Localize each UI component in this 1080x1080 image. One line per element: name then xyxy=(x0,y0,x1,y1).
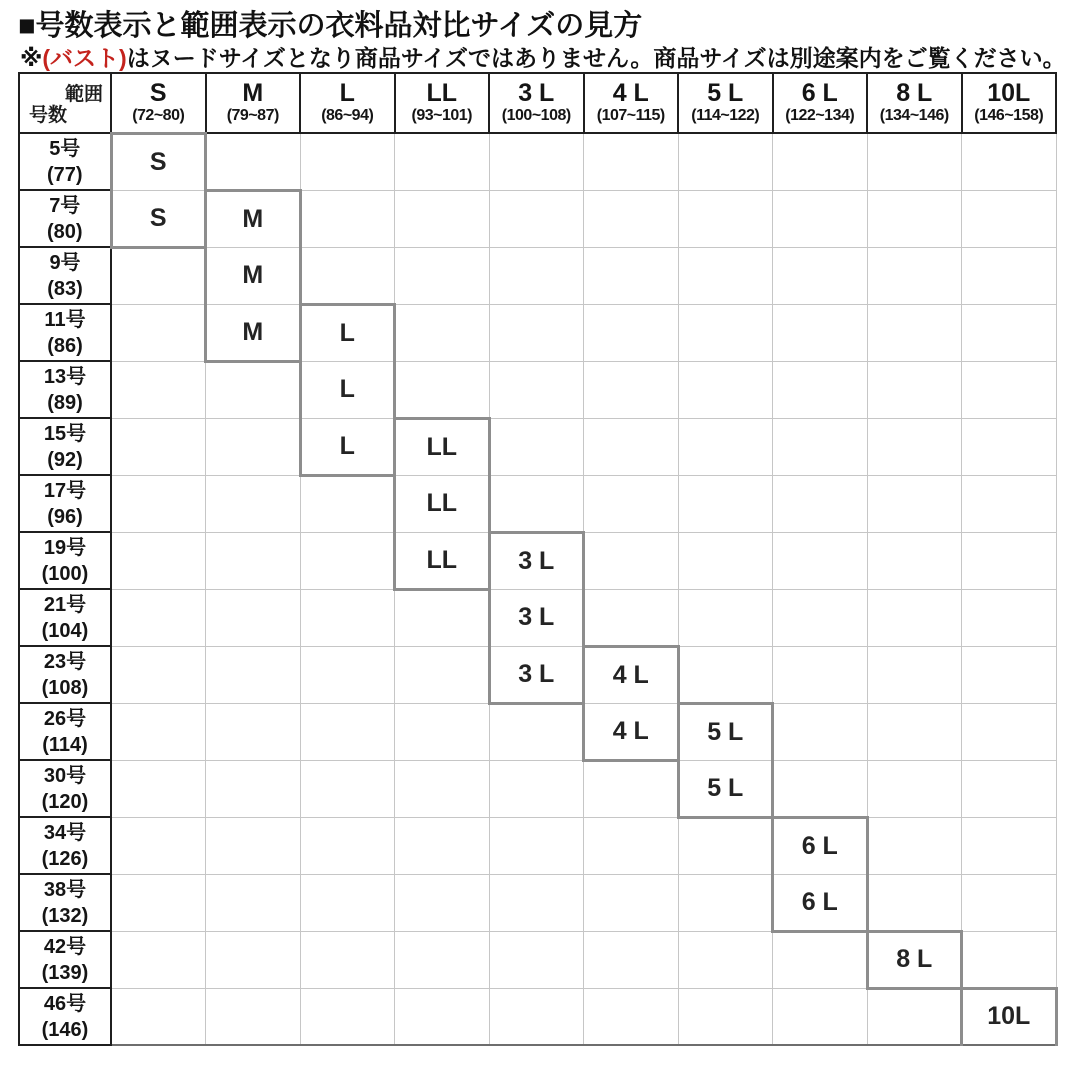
empty-cell xyxy=(584,361,679,418)
column-header-ll xyxy=(395,73,490,133)
empty-cell xyxy=(111,988,206,1045)
page-title: ■号数表示と範囲表示の衣料品対比サイズの見方 xyxy=(18,10,643,42)
empty-cell xyxy=(300,874,395,931)
row-header xyxy=(19,703,111,760)
empty-cell xyxy=(395,817,490,874)
empty-cell xyxy=(300,247,395,304)
empty-cell xyxy=(867,532,962,589)
empty-cell xyxy=(111,931,206,988)
row-bust-value: (108) xyxy=(41,676,89,699)
size-cell: 6 L xyxy=(773,817,868,874)
empty-cell xyxy=(111,418,206,475)
row-header xyxy=(19,646,111,703)
size-cell: 8 L xyxy=(867,931,962,988)
empty-cell xyxy=(584,418,679,475)
empty-cell xyxy=(489,988,584,1045)
empty-cell xyxy=(962,874,1057,931)
row-gosu-label: 5号 xyxy=(49,137,81,160)
row-gosu-label: 23号 xyxy=(43,650,87,673)
empty-cell xyxy=(489,361,584,418)
row-header xyxy=(19,190,111,247)
note-text: はヌードサイズとなり商品サイズではありません。商品サイズは別途案内をご覧ください。 xyxy=(126,45,1066,71)
row-gosu-label: 21号 xyxy=(43,593,87,616)
table-row xyxy=(19,247,1056,304)
row-gosu-label: 15号 xyxy=(43,422,87,445)
size-cell: L xyxy=(300,418,395,475)
table-row xyxy=(19,988,1056,1045)
column-size-label: 10L xyxy=(987,78,1031,107)
size-cell: M xyxy=(206,190,301,247)
empty-cell xyxy=(111,304,206,361)
table-row xyxy=(19,874,1056,931)
corner-cell xyxy=(19,73,111,133)
row-gosu-label: 7号 xyxy=(49,194,81,217)
column-size-label: M xyxy=(242,78,264,107)
row-gosu-label: 13号 xyxy=(43,365,87,388)
empty-cell xyxy=(300,817,395,874)
empty-cell xyxy=(962,418,1057,475)
size-cell: S xyxy=(111,190,206,247)
empty-cell xyxy=(962,304,1057,361)
empty-cell xyxy=(206,988,301,1045)
empty-cell xyxy=(206,418,301,475)
row-header xyxy=(19,874,111,931)
empty-cell xyxy=(584,760,679,817)
empty-cell xyxy=(773,760,868,817)
row-bust-value: (126) xyxy=(41,847,89,870)
empty-cell xyxy=(300,703,395,760)
empty-cell xyxy=(678,247,773,304)
size-cell: LL xyxy=(395,418,490,475)
empty-cell xyxy=(395,361,490,418)
empty-cell xyxy=(300,589,395,646)
column-bust-range: (134~146) xyxy=(879,107,949,125)
row-gosu-label: 46号 xyxy=(43,992,87,1015)
size-cell: 4 L xyxy=(584,646,679,703)
note-bust-highlight: (バスト) xyxy=(42,45,127,71)
empty-cell xyxy=(678,304,773,361)
empty-cell xyxy=(584,532,679,589)
empty-cell xyxy=(678,589,773,646)
empty-cell xyxy=(300,532,395,589)
empty-cell xyxy=(206,817,301,874)
row-bust-value: (86) xyxy=(47,334,83,357)
empty-cell xyxy=(489,817,584,874)
empty-cell xyxy=(773,133,868,190)
empty-cell xyxy=(773,418,868,475)
row-header xyxy=(19,988,111,1045)
corner-gosu-label: 号数 xyxy=(29,105,68,126)
empty-cell xyxy=(111,817,206,874)
row-bust-value: (100) xyxy=(41,562,89,585)
empty-cell xyxy=(867,304,962,361)
column-header-l xyxy=(300,73,395,133)
note-prefix: ※ xyxy=(20,45,43,71)
row-gosu-label: 42号 xyxy=(43,935,87,958)
empty-cell xyxy=(489,760,584,817)
empty-cell xyxy=(867,247,962,304)
table-row xyxy=(19,646,1056,703)
column-bust-range: (100~108) xyxy=(501,107,571,125)
empty-cell xyxy=(206,361,301,418)
empty-cell xyxy=(489,418,584,475)
column-bust-range: (72~80) xyxy=(132,106,185,124)
size-cell: LL xyxy=(395,532,490,589)
empty-cell xyxy=(489,475,584,532)
row-header xyxy=(19,760,111,817)
empty-cell xyxy=(678,532,773,589)
empty-cell xyxy=(111,760,206,817)
table-row xyxy=(19,532,1056,589)
empty-cell xyxy=(962,361,1057,418)
row-header xyxy=(19,475,111,532)
empty-cell xyxy=(867,760,962,817)
empty-cell xyxy=(395,703,490,760)
size-cell: M xyxy=(206,304,301,361)
empty-cell xyxy=(395,589,490,646)
empty-cell xyxy=(678,190,773,247)
size-cell: LL xyxy=(395,475,490,532)
row-header xyxy=(19,532,111,589)
row-gosu-label: 38号 xyxy=(43,878,87,901)
column-size-label: 3 L xyxy=(518,78,555,107)
empty-cell xyxy=(867,874,962,931)
column-bust-range: (114~122) xyxy=(691,107,760,125)
empty-cell xyxy=(962,475,1057,532)
column-header-5l xyxy=(678,73,773,133)
size-comparison-table xyxy=(18,72,1058,1046)
table-row xyxy=(19,703,1056,760)
empty-cell xyxy=(773,304,868,361)
empty-cell xyxy=(395,304,490,361)
empty-cell xyxy=(206,931,301,988)
empty-cell xyxy=(584,304,679,361)
table-row xyxy=(19,418,1056,475)
row-gosu-label: 26号 xyxy=(43,707,87,730)
empty-cell xyxy=(867,703,962,760)
empty-cell xyxy=(678,817,773,874)
empty-cell xyxy=(773,646,868,703)
empty-cell xyxy=(395,190,490,247)
empty-cell xyxy=(773,247,868,304)
table-body xyxy=(19,133,1056,1045)
row-bust-value: (139) xyxy=(41,961,89,984)
empty-cell xyxy=(584,817,679,874)
row-bust-value: (104) xyxy=(41,619,89,642)
row-gosu-label: 30号 xyxy=(43,764,87,787)
column-bust-range: (86~94) xyxy=(321,107,374,125)
empty-cell xyxy=(962,589,1057,646)
table-row xyxy=(19,133,1056,190)
empty-cell xyxy=(111,646,206,703)
empty-cell xyxy=(300,931,395,988)
empty-cell xyxy=(678,133,773,190)
size-cell: S xyxy=(111,133,206,190)
empty-cell xyxy=(678,418,773,475)
row-bust-value: (132) xyxy=(41,904,89,927)
row-bust-value: (77) xyxy=(46,163,83,186)
empty-cell xyxy=(867,646,962,703)
column-size-label: 8 L xyxy=(896,78,933,107)
empty-cell xyxy=(300,190,395,247)
column-header-3l xyxy=(489,73,584,133)
table-row xyxy=(19,817,1056,874)
empty-cell xyxy=(773,190,868,247)
column-size-label: S xyxy=(149,78,167,107)
empty-cell xyxy=(111,589,206,646)
empty-cell xyxy=(395,760,490,817)
column-bust-range: (122~134) xyxy=(785,107,855,125)
table-row xyxy=(19,475,1056,532)
table-row xyxy=(19,760,1056,817)
header-row xyxy=(19,73,1056,133)
empty-cell xyxy=(773,703,868,760)
column-header-10l xyxy=(962,73,1057,133)
empty-cell xyxy=(584,133,679,190)
row-gosu-label: 17号 xyxy=(43,479,87,502)
size-cell: M xyxy=(206,247,301,304)
empty-cell xyxy=(867,133,962,190)
empty-cell xyxy=(206,760,301,817)
row-header xyxy=(19,931,111,988)
empty-cell xyxy=(773,475,868,532)
table-row xyxy=(19,589,1056,646)
row-bust-value: (89) xyxy=(47,391,83,414)
empty-cell xyxy=(867,988,962,1045)
empty-cell xyxy=(584,988,679,1045)
empty-cell xyxy=(206,589,301,646)
row-header xyxy=(19,361,111,418)
row-bust-value: (120) xyxy=(41,790,89,813)
empty-cell xyxy=(300,988,395,1045)
size-cell: 3 L xyxy=(489,589,584,646)
empty-cell xyxy=(111,475,206,532)
empty-cell xyxy=(395,247,490,304)
empty-cell xyxy=(300,646,395,703)
empty-cell xyxy=(395,931,490,988)
empty-cell xyxy=(489,190,584,247)
corner-range-label: 範囲 xyxy=(64,84,103,105)
empty-cell xyxy=(678,931,773,988)
empty-cell xyxy=(584,190,679,247)
empty-cell xyxy=(489,247,584,304)
empty-cell xyxy=(584,874,679,931)
empty-cell xyxy=(962,703,1057,760)
row-header xyxy=(19,247,111,304)
row-header xyxy=(19,817,111,874)
empty-cell xyxy=(489,133,584,190)
table-row xyxy=(19,190,1056,247)
column-size-label: 4 L xyxy=(612,78,649,107)
empty-cell xyxy=(206,874,301,931)
empty-cell xyxy=(206,475,301,532)
empty-cell xyxy=(206,646,301,703)
empty-cell xyxy=(962,532,1057,589)
empty-cell xyxy=(395,874,490,931)
empty-cell xyxy=(395,133,490,190)
empty-cell xyxy=(111,532,206,589)
table-row xyxy=(19,304,1056,361)
empty-cell xyxy=(584,475,679,532)
column-size-label: 6 L xyxy=(801,78,838,107)
column-header-m xyxy=(206,73,301,133)
row-bust-value: (92) xyxy=(47,448,83,471)
column-size-label: LL xyxy=(426,78,458,107)
empty-cell xyxy=(489,874,584,931)
size-cell: 3 L xyxy=(489,646,584,703)
empty-cell xyxy=(962,817,1057,874)
row-header xyxy=(19,304,111,361)
empty-cell xyxy=(962,760,1057,817)
bust-note xyxy=(20,40,1066,73)
empty-cell xyxy=(962,190,1057,247)
empty-cell xyxy=(962,931,1057,988)
empty-cell xyxy=(678,361,773,418)
empty-cell xyxy=(867,190,962,247)
empty-cell xyxy=(867,589,962,646)
column-header-8l xyxy=(867,73,962,133)
column-bust-range: (93~101) xyxy=(411,107,472,125)
empty-cell xyxy=(395,646,490,703)
empty-cell xyxy=(773,361,868,418)
column-header-4l xyxy=(584,73,679,133)
column-header-s xyxy=(111,73,206,133)
size-cell: 4 L xyxy=(584,703,679,760)
empty-cell xyxy=(489,304,584,361)
size-cell: 5 L xyxy=(678,703,773,760)
empty-cell xyxy=(395,988,490,1045)
empty-cell xyxy=(773,589,868,646)
empty-cell xyxy=(678,988,773,1045)
column-header-6l xyxy=(773,73,868,133)
empty-cell xyxy=(206,703,301,760)
size-cell: 6 L xyxy=(773,874,868,931)
size-cell: L xyxy=(300,361,395,418)
row-gosu-label: 34号 xyxy=(43,821,87,844)
row-bust-value: (146) xyxy=(41,1018,89,1041)
column-size-label: 5 L xyxy=(707,78,744,107)
row-gosu-label: 9号 xyxy=(49,251,81,274)
column-size-label: L xyxy=(339,78,355,107)
row-gosu-label: 19号 xyxy=(43,536,87,559)
row-header xyxy=(19,418,111,475)
empty-cell xyxy=(206,133,301,190)
empty-cell xyxy=(206,532,301,589)
size-cell: 3 L xyxy=(489,532,584,589)
empty-cell xyxy=(773,931,868,988)
empty-cell xyxy=(773,988,868,1045)
empty-cell xyxy=(111,874,206,931)
empty-cell xyxy=(867,361,962,418)
empty-cell xyxy=(300,760,395,817)
empty-cell xyxy=(111,703,206,760)
size-cell: 10L xyxy=(962,988,1057,1045)
empty-cell xyxy=(489,703,584,760)
empty-cell xyxy=(867,817,962,874)
size-cell: L xyxy=(300,304,395,361)
column-bust-range: (146~158) xyxy=(974,107,1044,125)
empty-cell xyxy=(300,475,395,532)
empty-cell xyxy=(867,418,962,475)
table-row xyxy=(19,361,1056,418)
empty-cell xyxy=(962,247,1057,304)
column-bust-range: (107~115) xyxy=(596,107,665,125)
row-header xyxy=(19,589,111,646)
empty-cell xyxy=(300,133,395,190)
empty-cell xyxy=(584,931,679,988)
row-gosu-label: 11号 xyxy=(44,308,86,331)
empty-cell xyxy=(489,931,584,988)
empty-cell xyxy=(678,874,773,931)
row-header xyxy=(19,133,111,190)
empty-cell xyxy=(111,361,206,418)
row-bust-value: (114) xyxy=(42,733,88,756)
empty-cell xyxy=(678,475,773,532)
empty-cell xyxy=(962,646,1057,703)
column-bust-range: (79~87) xyxy=(226,107,279,125)
row-bust-value: (96) xyxy=(47,505,83,528)
row-bust-value: (80) xyxy=(46,220,83,243)
row-bust-value: (83) xyxy=(47,277,83,300)
empty-cell xyxy=(584,589,679,646)
empty-cell xyxy=(962,133,1057,190)
empty-cell xyxy=(111,247,206,304)
empty-cell xyxy=(867,475,962,532)
table-row xyxy=(19,931,1056,988)
empty-cell xyxy=(773,532,868,589)
empty-cell xyxy=(584,247,679,304)
size-cell: 5 L xyxy=(678,760,773,817)
empty-cell xyxy=(678,646,773,703)
